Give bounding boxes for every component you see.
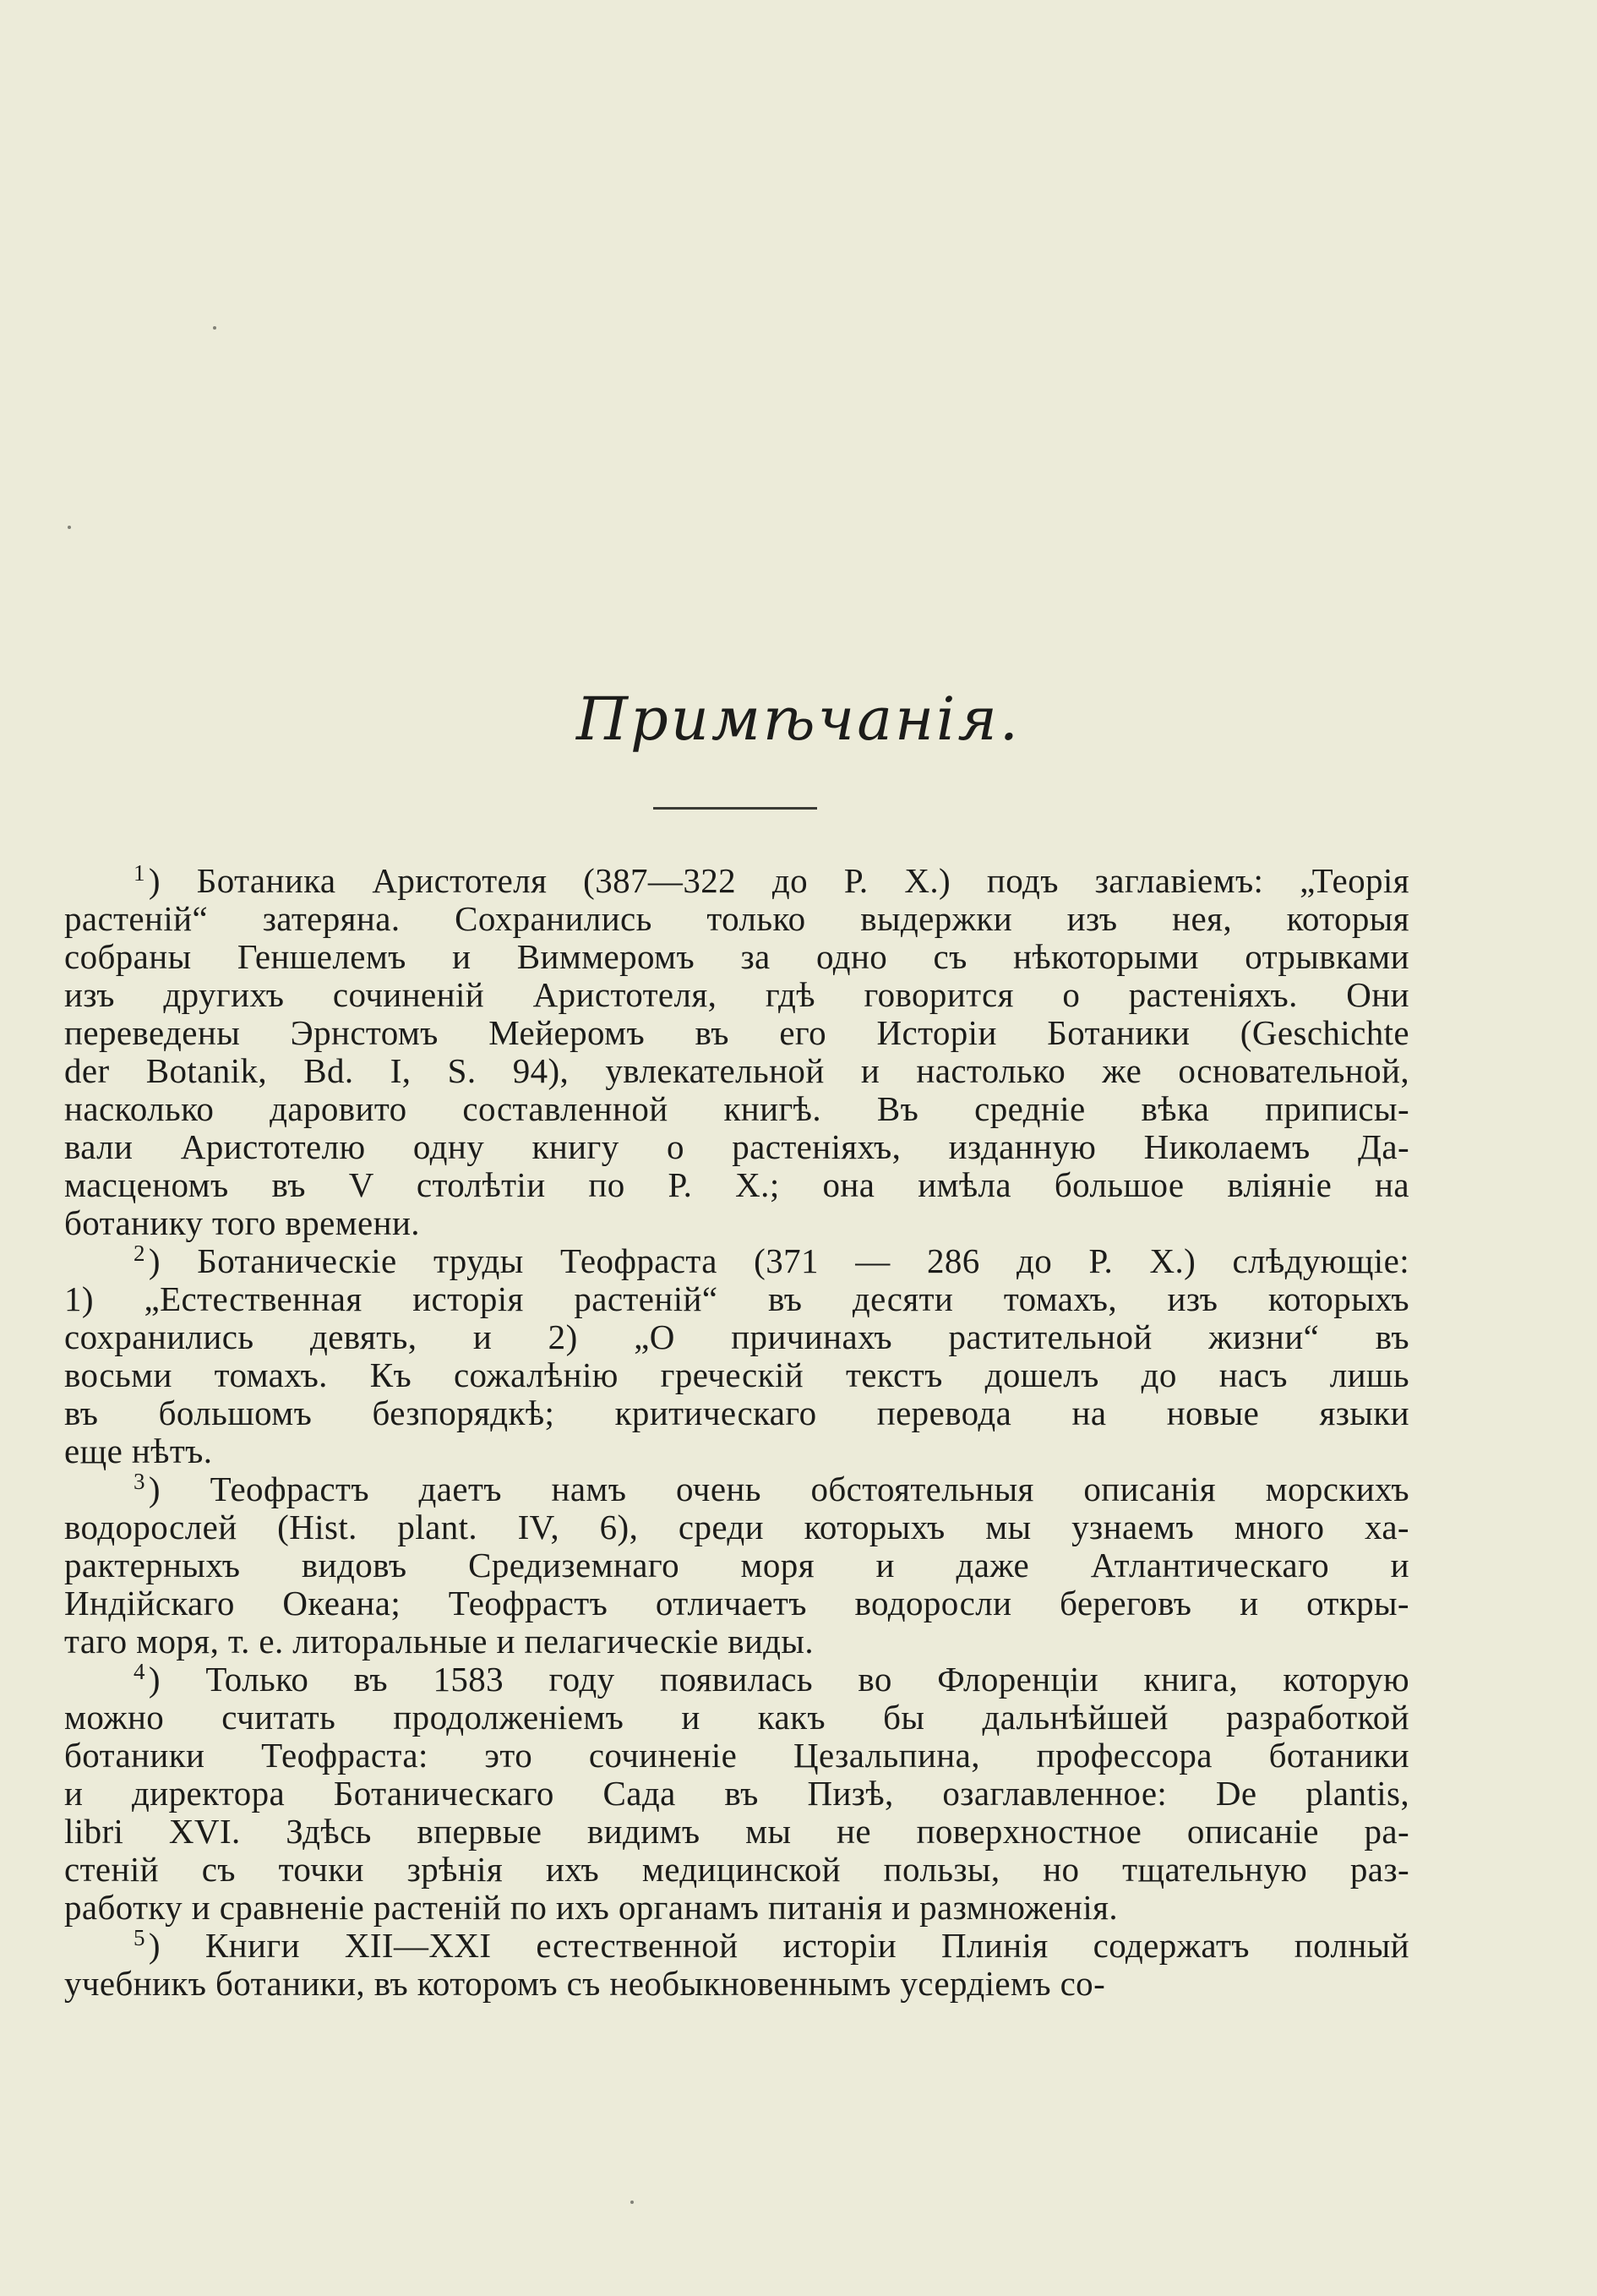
- footnote-text: Индійскаго Океана; Теофрастъ отличаетъ водоросли береговъ и откры-: [64, 1584, 1409, 1622]
- footnote-line: $^5$) Книги XII—XXI естественной исторіи Плинія содержатъ полный: [134, 1925, 1409, 1965]
- footnote-text: можно считать продолженіемъ и какъ бы дальнѣйшей разработкой: [64, 1698, 1409, 1737]
- footnote-text: учебникъ ботаники, въ которомъ съ необыкновеннымъ усердіемъ со-: [64, 1964, 1106, 2003]
- footnote-line: [64, 1432, 1409, 1470]
- footnote-line: $^1$) Ботаника Аристотеля (387—322 до Р. X.) подъ заглавіемъ: „Теорія: [134, 860, 1409, 900]
- footnote-text: переведены Эрнстомъ Мейеромъ въ его Исторіи Ботаники (Geschichte: [64, 1013, 1409, 1052]
- footnote: [64, 1661, 1409, 1927]
- title-divider: [653, 807, 817, 810]
- footnote: [64, 862, 1409, 1242]
- footnote-text: стеній съ точки зрѣнія ихъ медицинской пользы, но тщательную раз-: [64, 1850, 1409, 1889]
- footnote-line: [64, 1737, 1409, 1775]
- footnote-text: таго моря, т. е. литоральные и пелагическіе виды.: [64, 1622, 815, 1661]
- footnote-line: [64, 938, 1409, 976]
- footnote-text: libri XVI. Здѣсь впервые видимъ мы не поверхностное описаніе ра-: [64, 1812, 1409, 1851]
- footnote-line: [64, 1356, 1409, 1394]
- footnote-text: собраны Геншелемъ и Виммеромъ за одно съ нѣкоторыми отрывками: [64, 937, 1409, 976]
- footnote-line: [64, 1318, 1409, 1356]
- footnote-text: восьми томахъ. Къ сожалѣнію греческій текстъ дошелъ до насъ лишь: [64, 1355, 1409, 1394]
- footnote-text: насколько даровито составленной книгѣ. Въ средніе вѣка приписы-: [64, 1089, 1409, 1128]
- page-speck: [213, 326, 216, 330]
- footnote-line: [64, 1699, 1409, 1737]
- footnote-text: рактерныхъ видовъ Средиземнаго моря и даже Атлантическаго и: [64, 1546, 1409, 1584]
- footnote-line: [64, 1622, 1409, 1661]
- footnote-text: Ботаника Аристотеля (387—322 до Р. X.) подъ заглавіемъ: „Теорія: [196, 861, 1409, 900]
- footnote-marker: 5: [134, 1925, 145, 1950]
- footnote-line: [64, 1508, 1409, 1546]
- footnote-text: ботаники Теофраста: это сочиненіе Цезальпина, профессора ботаники: [64, 1736, 1409, 1775]
- footnote: [64, 1927, 1409, 2003]
- footnote-text: сохранились девять, и 2) „О причинахъ растительной жизни“ въ: [64, 1317, 1409, 1356]
- footnote-text: ботанику того времени.: [64, 1203, 420, 1242]
- footnote-text: вали Аристотелю одну книгу о растеніяхъ, изданную Николаемъ Да-: [64, 1127, 1409, 1166]
- footnote-text: Только въ 1583 году появилась во Флоренціи книга, которую: [205, 1660, 1409, 1699]
- footnote-text: Книги XII—XXI естественной исторіи Плинія содержатъ полный: [204, 1926, 1409, 1965]
- footnote-line: [64, 1889, 1409, 1927]
- footnote-text: еще нѣтъ.: [64, 1432, 213, 1470]
- footnote-line: [64, 1851, 1409, 1889]
- footnote-marker: 3: [134, 1469, 145, 1494]
- footnote-text: растеній“ затеряна. Сохранились только выдержки изъ нея, которыя: [64, 899, 1409, 938]
- notes-section: [64, 862, 1409, 2003]
- footnote-line: [64, 1280, 1409, 1318]
- footnote-text: работку и сравненіе растеній по ихъ органамъ питанія и размноженія.: [64, 1888, 1119, 1927]
- footnote-line: [64, 1546, 1409, 1584]
- footnote-text: и директора Ботаническаго Сада въ Пизѣ, озаглавленное: De plantis,: [64, 1774, 1409, 1813]
- footnote-line: [64, 1775, 1409, 1813]
- page-speck: [630, 2201, 634, 2204]
- footnote-text: масценомъ въ V столѣтіи по Р. X.; она имѣла большое вліяніе на: [64, 1165, 1409, 1204]
- footnote-text: 1) „Естественная исторія растеній“ въ десяти томахъ, изъ которыхъ: [64, 1279, 1409, 1318]
- footnote-text: изъ другихъ сочиненій Аристотеля, гдѣ говорится о растеніяхъ. Они: [64, 975, 1409, 1014]
- footnote-line: $^3$) Теофрастъ даетъ намъ очень обстоятельныя описанія морскихъ: [134, 1469, 1409, 1508]
- footnote-marker: 2: [134, 1241, 145, 1266]
- footnote-line: [64, 900, 1409, 938]
- footnote-line: [64, 1204, 1409, 1242]
- footnote-line: $^4$) Только въ 1583 году появилась во Флоренціи книга, которую: [134, 1659, 1409, 1699]
- footnote: [64, 1242, 1409, 1470]
- footnote-line: $^2$) Ботаническіе труды Теофраста (371 — 286 до Р. X.) слѣдующіе:: [134, 1241, 1409, 1280]
- footnote-line: [64, 1813, 1409, 1851]
- footnote-line: [64, 1052, 1409, 1090]
- footnote-marker: 4: [134, 1659, 145, 1684]
- footnote-line: [64, 1090, 1409, 1128]
- footnote-line: [64, 976, 1409, 1014]
- page-speck: [68, 526, 71, 529]
- footnote-line: [64, 1014, 1409, 1052]
- footnote-text: Ботаническіе труды Теофраста (371 — 286 до Р. X.) слѣдующіе:: [197, 1241, 1409, 1280]
- page-title: Примѣчанія.: [575, 684, 1022, 754]
- footnote-text: въ большомъ безпорядкѣ; критическаго перевода на новые языки: [64, 1393, 1409, 1432]
- footnote: [64, 1470, 1409, 1661]
- footnote-text: водорослей (Hist. plant. IV, 6), среди которыхъ мы узнаемъ много ха-: [64, 1508, 1409, 1546]
- footnote-line: [64, 1584, 1409, 1622]
- footnote-line: [64, 1128, 1409, 1166]
- footnote-line: [64, 1965, 1409, 2003]
- footnote-text: der Botanik, Bd. I, S. 94), увлекательной и настолько же основательной,: [64, 1051, 1409, 1090]
- footnote-line: [64, 1394, 1409, 1432]
- footnote-marker: 1: [134, 860, 145, 886]
- footnote-line: [64, 1166, 1409, 1204]
- footnote-text: Теофрастъ даетъ намъ очень обстоятельныя описанія морскихъ: [210, 1470, 1409, 1508]
